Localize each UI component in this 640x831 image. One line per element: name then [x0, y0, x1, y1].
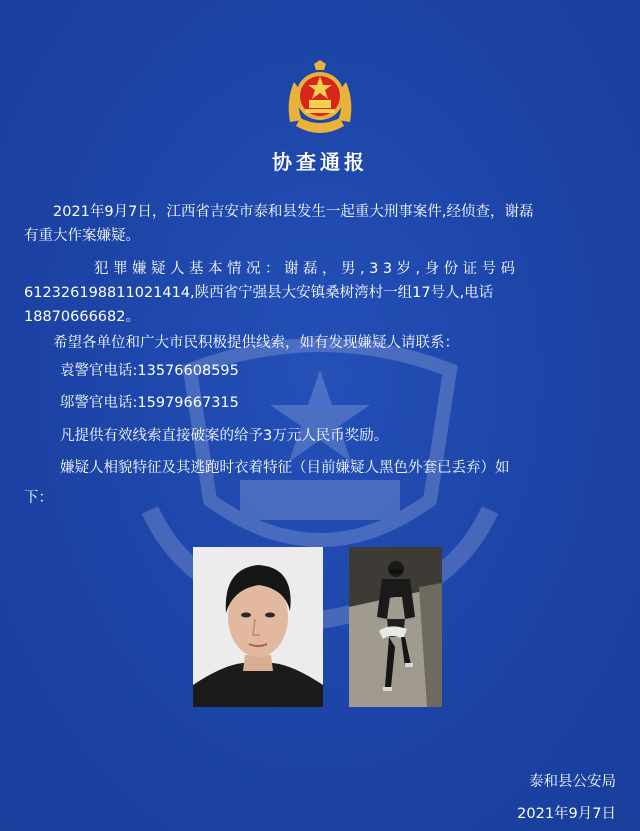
- paragraph-4-line-2: 下：: [24, 490, 53, 506]
- contact-officer-wu: 邬警官电话:15979667315: [60, 395, 239, 411]
- paragraph-2-line-2: 612326198811021414,陕西省宁强县大安镇桑树湾村一组17号人,电话: [24, 285, 494, 301]
- notice-title: 协查通报: [272, 150, 368, 174]
- paragraph-1-line-1: 2021年9月7日，江西省吉安市泰和县发生一起重大刑事案件,经侦查，谢磊: [53, 204, 534, 220]
- issue-date: 2021年9月7日: [517, 806, 616, 822]
- suspect-surveillance-photo: [349, 547, 442, 707]
- reward-notice: 凡提供有效线索直接破案的给予3万元人民币奖励。: [60, 428, 389, 444]
- contact-officer-yuan: 袁警官电话:13576608595: [60, 363, 239, 379]
- paragraph-2-line-3: 18870666682。: [24, 309, 140, 325]
- police-emblem-icon: [280, 60, 360, 136]
- paragraph-4-line-1: 嫌疑人相貌特征及其逃跑时衣着特征（目前嫌疑人黑色外套已丢弃）如: [60, 460, 510, 476]
- suspect-portrait-photo: [193, 547, 323, 707]
- paragraph-1-line-2: 有重大作案嫌疑。: [24, 228, 140, 244]
- paragraph-3: 希望各单位和广大市民积极提供线索，如有发现嫌疑人请联系：: [53, 335, 459, 351]
- issuer-name: 泰和县公安局: [529, 774, 616, 790]
- paragraph-2-line-1: 犯罪嫌疑人基本情况：谢磊，男,33岁,身份证号码: [94, 261, 520, 277]
